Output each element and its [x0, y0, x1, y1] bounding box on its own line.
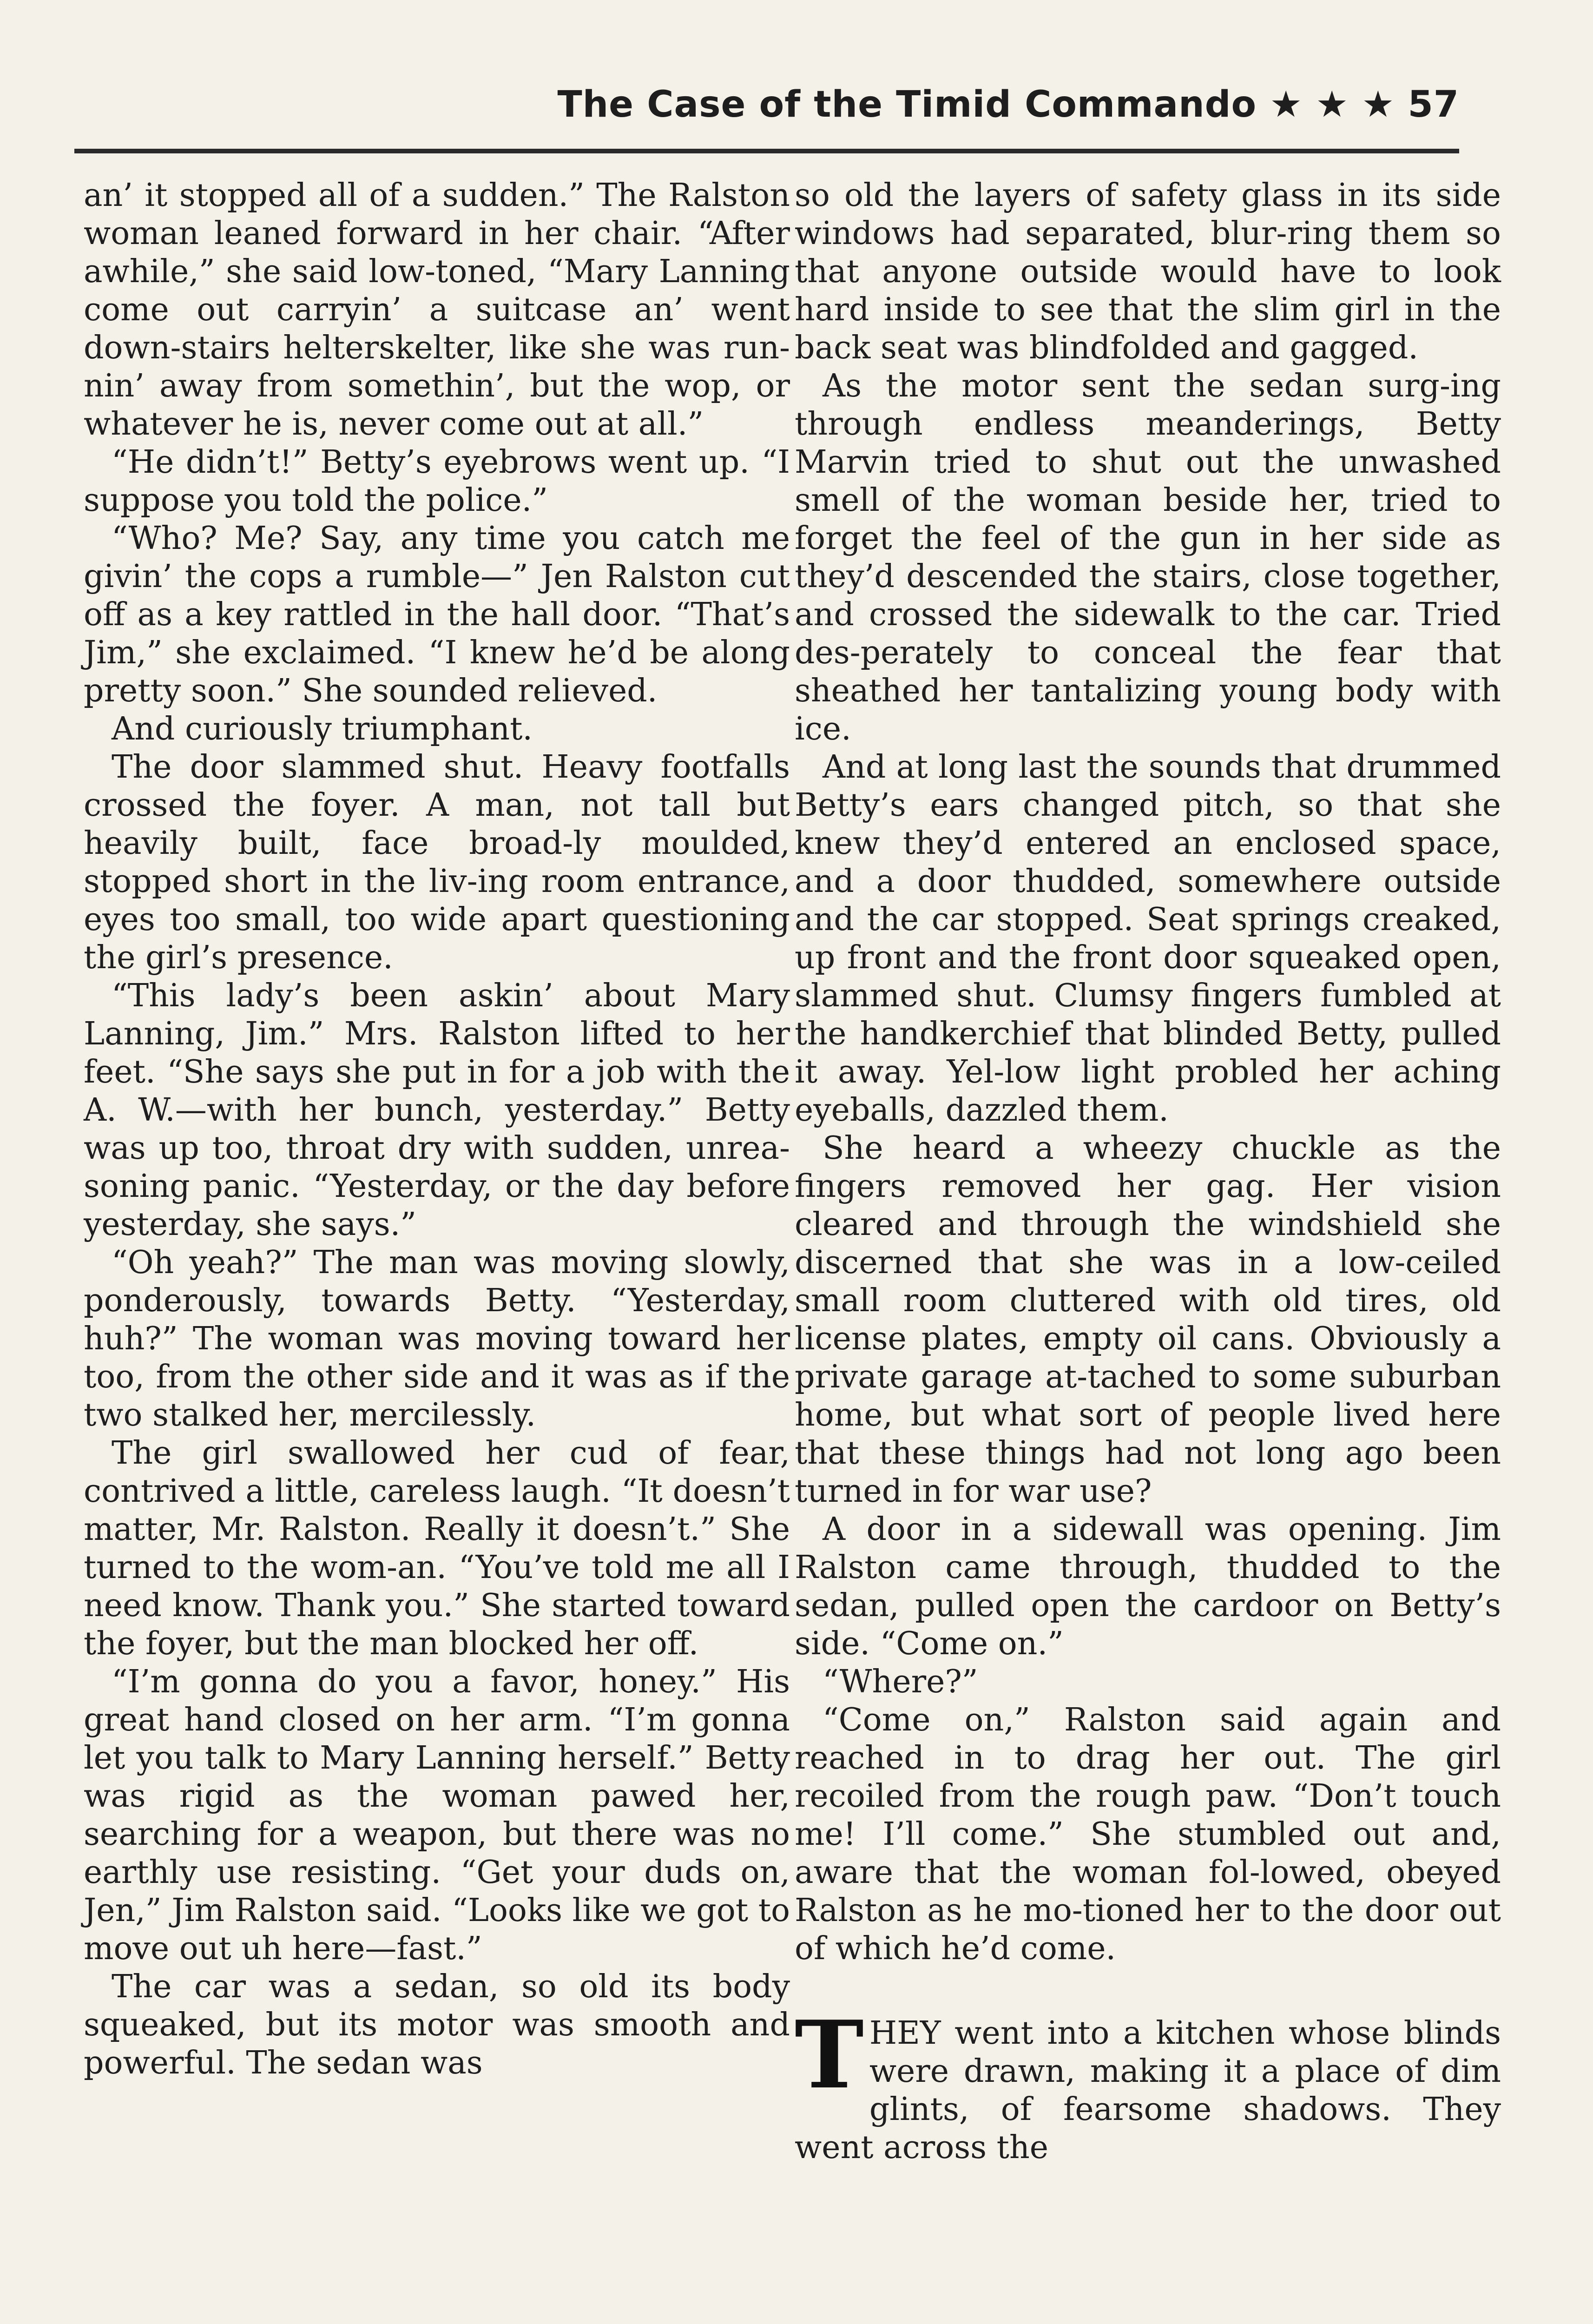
paragraph: “Oh yeah?” The man was moving slowly, ponderously, towards Betty. “Yesterday, huh?” The woman was moving toward her too, from the other side and it was as if the two stalked her, mercilessly.	[84, 1244, 790, 1433]
paragraph: The girl swallowed her cud of fear, contrived a little, careless laugh. “It doesn’t matter, Mr. Ralston. Really it doesn’t.” She turned to the wom-an. “You’ve told me all I need know. Thank you.” She started toward the foyer, but the man blocked her off.	[84, 1435, 790, 1662]
drop-cap: T	[795, 2000, 864, 2110]
right-column	[795, 177, 1501, 2167]
paragraph: “Come on,” Ralston said again and reached in to drag her out. The girl recoiled from the rough paw. “Don’t touch me! I’ll come.” She stumbled out and, aware that the woman fol-lowed, obeyed Ralston as he mo-tioned her to the door out of which he’d come.	[795, 1702, 1501, 1967]
paragraph: “Where?”	[823, 1664, 978, 1700]
paragraph: an’ it stopped all of a sudden.” The Ralston woman leaned forward in her chair. “After awhile,” she said low-toned, “Mary Lanning come out carryin’ a suitcase an’ went down-stairs helterskelter, like she was run-nin’ away from somethin’, but the wop, or whatever he is, never come out at all.”	[84, 177, 790, 442]
paragraph: And curiously triumphant.	[112, 711, 533, 747]
paragraph: “I’m gonna do you a favor, honey.” His great hand closed on her arm. “I’m gonna let you talk to Mary Lanning herself.” Betty was rigid as the woman pawed her, searching for a weapon, but there was no earthly use resisting. “Get your duds on, Jen,” Jim Ralston said. “Looks like we got to move out uh here—fast.”	[84, 1664, 790, 1967]
paragraph: And at long last the sounds that drummed Betty’s ears changed pitch, so that she knew they’d entered an enclosed space, and a door thudded, somewhere outside and the car stopped. Seat springs creaked, up front and the front door squeaked open, slammed shut. Clumsy fingers fumbled at the handkerchief that blinded Betty, pulled it away. Yel-low light probled her aching eyeballs, dazzled them.	[795, 749, 1501, 1129]
running-head	[74, 79, 1459, 153]
running-head-text: The Case of the Timid Commando ★ ★ ★ 57	[557, 84, 1459, 125]
paragraph: so old the layers of safety glass in its side windows had separated, blur-ring them so that anyone outside would have to look hard inside to see that the slim girl in the back seat was blindfolded and gagged.	[795, 177, 1501, 366]
paragraph: “He didn’t!” Betty’s eyebrows went up. “I suppose you told the police.”	[84, 444, 790, 519]
paragraph: A door in a sidewall was opening. Jim Ralston came through, thudded to the sedan, pulled open the cardoor on Betty’s side. “Come on.”	[795, 1511, 1501, 1662]
paragraph: As the motor sent the sedan surg-ing through endless meanderings, Betty Marvin tried to shut out the unwashed smell of the woman beside her, tried to forget the feel of the gun in her side as they’d descended the stairs, close together, and crossed the sidewalk to the car. Tried des-perately to conceal the fear that sheathed her tantalizing young body with ice.	[795, 368, 1501, 747]
paragraph: “Who? Me? Say, any time you catch me givin’ the cops a rumble—” Jen Ralston cut off as a key rattled in the hall door. “That’s Jim,” she exclaimed. “I knew he’d be along pretty soon.” She sounded relieved.	[84, 520, 790, 709]
final-paragraph	[795, 2000, 1501, 2167]
left-column	[84, 177, 790, 2082]
paragraph: She heard a wheezy chuckle as the fingers removed her gag. Her vision cleared and through the windshield she discerned that she was in a low-ceiled small room cluttered with old tires, old license plates, empty oil cans. Obviously a private garage at-tached to some suburban home, but what sort of people lived here that these things had not long ago been turned in for war use?	[795, 1130, 1501, 1510]
final-paragraph-text: HEY went into a kitchen whose blinds were drawn, making it a place of dim glints, of fearsome shadows. They went across the	[795, 2015, 1501, 2166]
paragraph: “This lady’s been askin’ about Mary Lanning, Jim.” Mrs. Ralston lifted to her feet. “She says she put in for a job with the A. W.—with her bunch, yesterday.” Betty was up too, throat dry with sudden, unrea-soning panic. “Yesterday, or the day before yesterday, she says.”	[84, 977, 790, 1243]
paragraph: The car was a sedan, so old its body squeaked, but its motor was smooth and powerful. The sedan was	[84, 1968, 790, 2081]
paragraph: The door slammed shut. Heavy footfalls crossed the foyer. A man, not tall but heavily built, face broad-ly moulded, stopped short in the liv-ing room entrance, eyes too small, too wide apart questioning the girl’s presence.	[84, 749, 790, 976]
